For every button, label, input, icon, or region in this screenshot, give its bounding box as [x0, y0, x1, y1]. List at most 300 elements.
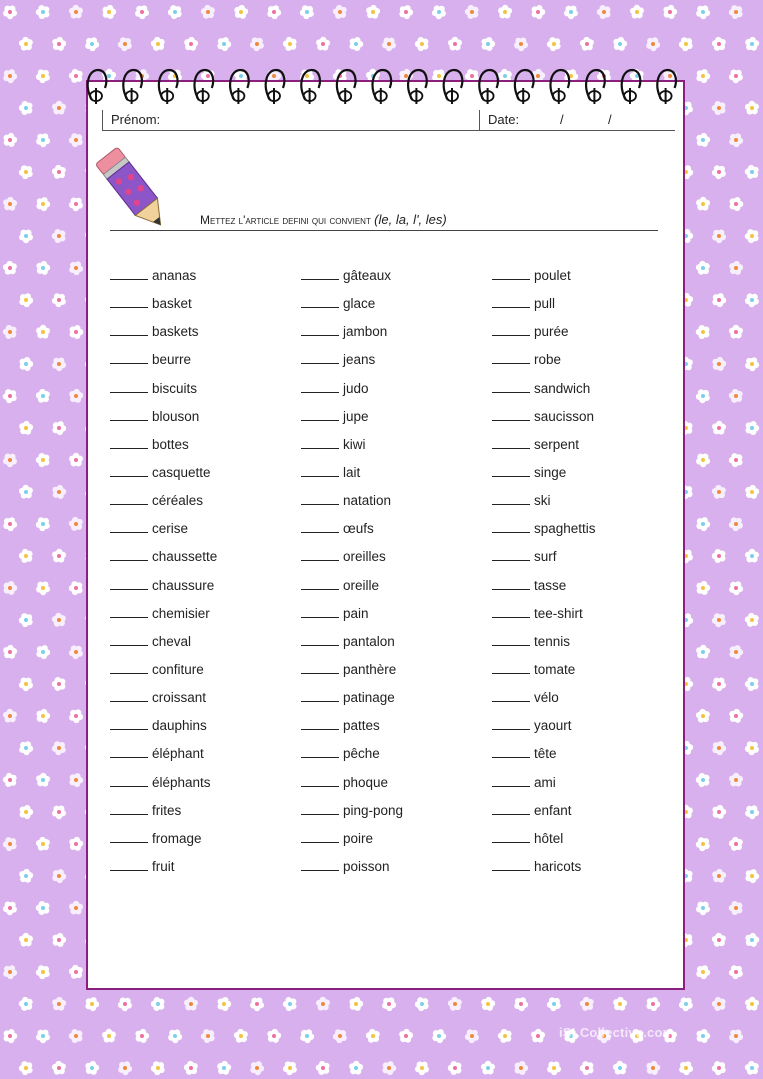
flower-icon	[646, 37, 660, 51]
answer-blank[interactable]	[492, 776, 530, 787]
flower-icon	[498, 5, 512, 19]
word-item	[301, 690, 481, 718]
answer-blank[interactable]	[110, 353, 148, 364]
flower-icon	[316, 37, 330, 51]
flower-icon	[19, 101, 33, 115]
flower-icon	[696, 69, 710, 83]
word-label: enfant	[534, 802, 572, 818]
word-label: frites	[152, 802, 182, 818]
flower-icon	[696, 773, 710, 787]
flower-icon	[69, 1029, 83, 1043]
answer-blank[interactable]	[301, 747, 339, 758]
word-label: natation	[343, 493, 392, 509]
flower-icon	[36, 709, 50, 723]
flower-icon	[69, 581, 83, 595]
word-column-2	[301, 268, 481, 887]
flower-icon	[36, 517, 50, 531]
word-item	[110, 831, 290, 859]
flower-icon	[547, 997, 561, 1011]
answer-blank[interactable]	[301, 410, 339, 421]
flower-icon	[415, 1061, 429, 1075]
answer-blank[interactable]	[110, 776, 148, 787]
flower-icon	[36, 1030, 50, 1044]
answer-blank[interactable]	[301, 663, 339, 674]
flower-icon	[745, 1061, 759, 1075]
word-label: cheval	[152, 633, 192, 649]
word-label: pantalon	[343, 633, 395, 649]
flower-icon	[712, 485, 726, 499]
answer-blank[interactable]	[301, 466, 339, 477]
flower-icon	[52, 869, 66, 883]
flower-icon	[712, 101, 726, 115]
flower-icon	[19, 230, 33, 244]
answer-blank[interactable]	[492, 579, 530, 590]
flower-icon	[515, 1061, 529, 1075]
flower-icon	[135, 1029, 149, 1043]
word-label: ski	[534, 493, 551, 509]
flower-icon	[52, 997, 66, 1011]
flower-icon	[3, 6, 17, 20]
word-item	[301, 381, 481, 409]
word-label: ami	[534, 774, 556, 790]
flower-icon	[3, 69, 17, 83]
answer-blank[interactable]	[301, 719, 339, 730]
flower-icon	[366, 5, 380, 19]
flower-icon	[712, 229, 726, 243]
flower-icon	[663, 5, 677, 19]
answer-blank[interactable]	[301, 860, 339, 871]
word-label: glace	[343, 296, 376, 312]
instruction-articles: (le, la, l', les)	[374, 212, 447, 227]
answer-blank[interactable]	[492, 522, 530, 533]
word-item	[301, 859, 481, 887]
word-item	[110, 409, 290, 437]
answer-blank[interactable]	[301, 550, 339, 561]
word-label: hôtel	[534, 830, 564, 846]
answer-blank[interactable]	[301, 382, 339, 393]
word-label: croissant	[152, 690, 207, 706]
word-label: jupe	[343, 408, 369, 424]
flower-icon	[168, 5, 182, 19]
word-item	[301, 775, 481, 803]
flower-icon	[36, 197, 50, 211]
flower-icon	[69, 773, 83, 787]
flower-icon	[52, 357, 66, 371]
flower-icon	[481, 997, 495, 1011]
flower-icon	[399, 5, 413, 19]
flower-icon	[745, 933, 759, 947]
flower-icon	[729, 773, 743, 787]
flower-icon	[679, 37, 693, 51]
answer-blank[interactable]	[492, 438, 530, 449]
word-item	[492, 437, 672, 465]
word-item	[492, 746, 672, 774]
flower-icon	[481, 1061, 495, 1075]
answer-blank[interactable]	[492, 353, 530, 364]
flower-icon	[36, 133, 50, 147]
word-item	[492, 803, 672, 831]
word-item	[492, 831, 672, 859]
word-label: jeans	[343, 352, 376, 368]
flower-icon	[745, 357, 759, 371]
answer-blank[interactable]	[301, 325, 339, 336]
answer-blank[interactable]	[110, 607, 148, 618]
flower-icon	[52, 293, 66, 307]
word-item	[110, 746, 290, 774]
word-label: serpent	[534, 436, 580, 452]
flower-icon	[3, 197, 17, 211]
word-label: dauphins	[152, 718, 207, 734]
flower-icon	[432, 5, 446, 19]
answer-blank[interactable]	[301, 776, 339, 787]
word-label: singe	[534, 464, 567, 480]
flower-icon	[597, 5, 611, 19]
flower-icon	[3, 901, 17, 915]
flower-icon	[696, 581, 710, 595]
answer-blank[interactable]	[301, 438, 339, 449]
word-item	[492, 662, 672, 690]
answer-blank[interactable]	[492, 607, 530, 618]
flower-icon	[218, 997, 232, 1011]
flower-icon	[745, 997, 759, 1011]
flower-icon	[712, 37, 726, 51]
answer-blank[interactable]	[301, 635, 339, 646]
flower-icon	[481, 37, 495, 51]
word-item	[492, 493, 672, 521]
word-label: spaghettis	[534, 521, 596, 537]
flower-icon	[613, 997, 627, 1011]
answer-blank[interactable]	[492, 832, 530, 843]
flower-icon	[712, 933, 726, 947]
flower-icon	[729, 581, 743, 595]
word-item	[301, 465, 481, 493]
answer-blank[interactable]	[492, 382, 530, 393]
flower-icon	[69, 197, 83, 211]
word-label: œufs	[343, 521, 374, 537]
flower-icon	[20, 805, 34, 819]
answer-blank[interactable]	[110, 382, 148, 393]
flower-icon	[283, 997, 297, 1011]
flower-icon	[745, 293, 759, 307]
answer-blank[interactable]	[492, 635, 530, 646]
instruction-text	[200, 212, 447, 227]
flower-icon	[118, 37, 132, 51]
word-item	[110, 662, 290, 690]
answer-blank[interactable]	[301, 297, 339, 308]
answer-blank[interactable]	[110, 860, 148, 871]
word-item	[301, 493, 481, 521]
answer-blank[interactable]	[492, 747, 530, 758]
flower-icon	[69, 645, 83, 659]
word-label: poire	[343, 830, 374, 846]
word-label: surf	[534, 549, 557, 565]
flower-icon	[3, 773, 17, 787]
flower-icon	[52, 485, 66, 499]
word-item	[301, 324, 481, 352]
flower-icon	[283, 1061, 297, 1075]
word-label: ananas	[152, 268, 197, 283]
flower-icon	[646, 1061, 660, 1075]
flower-icon	[118, 1061, 132, 1075]
word-item	[301, 268, 481, 296]
word-label: robe	[534, 352, 562, 368]
flower-icon	[234, 1029, 248, 1043]
answer-blank[interactable]	[110, 297, 148, 308]
word-label: yaourt	[534, 718, 572, 734]
flower-icon	[696, 5, 710, 19]
answer-blank[interactable]	[492, 297, 530, 308]
word-label: judo	[343, 380, 369, 396]
flower-icon	[102, 5, 116, 19]
flower-icon	[52, 101, 66, 115]
flower-icon	[19, 677, 33, 691]
flower-icon	[69, 453, 83, 467]
flower-icon	[745, 741, 759, 755]
flower-icon	[745, 805, 759, 819]
flower-icon	[36, 837, 50, 851]
flower-icon	[19, 293, 33, 307]
flower-icon	[102, 1029, 116, 1043]
answer-blank[interactable]	[492, 663, 530, 674]
answer-blank[interactable]	[301, 691, 339, 702]
flower-icon	[69, 837, 83, 851]
answer-blank[interactable]	[492, 410, 530, 421]
word-label: jambon	[343, 324, 388, 340]
flower-icon	[729, 517, 743, 531]
flower-icon	[729, 325, 743, 339]
flower-icon	[729, 261, 743, 275]
answer-blank[interactable]	[110, 832, 148, 843]
word-label: sandwich	[534, 380, 591, 396]
flower-icon	[69, 133, 83, 147]
answer-blank[interactable]	[492, 719, 530, 730]
word-item	[492, 634, 672, 662]
flower-icon	[465, 5, 479, 19]
flower-icon	[366, 1029, 380, 1043]
flower-icon	[349, 997, 363, 1011]
date-label: Date:	[488, 112, 520, 127]
answer-blank[interactable]	[301, 832, 339, 843]
flower-icon	[19, 165, 33, 179]
flower-icon	[52, 165, 66, 179]
word-label: tête	[534, 746, 557, 762]
answer-blank[interactable]	[110, 410, 148, 421]
flower-icon	[184, 997, 198, 1011]
flower-icon	[580, 997, 594, 1011]
flower-icon	[19, 997, 33, 1011]
flower-icon	[745, 613, 759, 627]
answer-blank[interactable]	[492, 466, 530, 477]
flower-icon	[415, 997, 429, 1011]
answer-blank[interactable]	[492, 860, 530, 871]
flower-icon	[52, 677, 66, 691]
word-label: poisson	[343, 858, 390, 874]
flower-icon	[3, 709, 17, 723]
flower-icon	[679, 1061, 693, 1075]
flower-icon	[151, 1061, 165, 1075]
word-label: ping-pong	[343, 802, 404, 818]
flower-icon	[382, 1061, 396, 1075]
word-item	[492, 324, 672, 352]
flower-icon	[151, 997, 165, 1011]
word-item	[110, 606, 290, 634]
flower-icon	[696, 325, 710, 339]
answer-blank[interactable]	[110, 522, 148, 533]
answer-blank[interactable]	[301, 579, 339, 590]
answer-blank[interactable]	[110, 663, 148, 674]
word-label: céréales	[152, 493, 204, 509]
answer-blank[interactable]	[492, 325, 530, 336]
flower-icon	[679, 997, 693, 1011]
flower-icon	[4, 581, 18, 595]
word-item	[301, 746, 481, 774]
answer-blank[interactable]	[301, 522, 339, 533]
flower-icon	[547, 37, 561, 51]
flower-icon	[696, 453, 710, 467]
answer-blank[interactable]	[110, 747, 148, 758]
word-label: fromage	[152, 830, 202, 846]
word-label: kiwi	[343, 436, 366, 452]
word-label: cerise	[152, 521, 189, 537]
answer-blank[interactable]	[110, 269, 148, 280]
flower-icon	[36, 5, 50, 19]
flower-icon	[712, 741, 726, 755]
flower-icon	[712, 613, 726, 627]
word-item	[301, 634, 481, 662]
flower-icon	[69, 5, 83, 19]
answer-blank[interactable]	[492, 494, 530, 505]
answer-blank[interactable]	[301, 353, 339, 364]
word-item	[110, 437, 290, 465]
word-label: biscuits	[152, 380, 198, 396]
answer-blank[interactable]	[110, 719, 148, 730]
flower-icon	[52, 1061, 66, 1075]
flower-icon	[729, 709, 743, 723]
flower-icon	[52, 421, 66, 435]
flower-icon	[448, 1061, 462, 1075]
flower-icon	[85, 37, 99, 51]
flower-icon	[712, 293, 726, 307]
flower-icon	[514, 997, 528, 1011]
flower-icon	[399, 1029, 413, 1043]
answer-blank[interactable]	[110, 325, 148, 336]
flower-icon	[19, 549, 33, 563]
answer-blank[interactable]	[492, 691, 530, 702]
word-item	[110, 521, 290, 549]
flower-icon	[19, 613, 33, 627]
flower-icon	[85, 1061, 99, 1075]
flower-icon	[696, 133, 710, 147]
flower-icon	[234, 5, 248, 19]
flower-icon	[382, 38, 396, 52]
flower-icon	[3, 454, 17, 468]
flower-icon	[745, 165, 759, 179]
answer-blank[interactable]	[301, 494, 339, 505]
word-item	[492, 718, 672, 746]
answer-blank[interactable]	[110, 579, 148, 590]
answer-blank[interactable]	[110, 494, 148, 505]
flower-icon	[382, 997, 396, 1011]
word-item	[110, 690, 290, 718]
flower-icon	[69, 709, 83, 723]
answer-blank[interactable]	[301, 269, 339, 280]
word-item	[492, 578, 672, 606]
flower-icon	[19, 1061, 33, 1075]
flower-icon	[250, 998, 264, 1012]
word-item	[110, 352, 290, 380]
flower-icon	[118, 997, 132, 1011]
answer-blank[interactable]	[301, 607, 339, 618]
answer-blank[interactable]	[110, 804, 148, 815]
flower-icon	[36, 773, 50, 787]
flower-icon	[300, 1029, 314, 1043]
answer-blank[interactable]	[110, 550, 148, 561]
word-item	[110, 549, 290, 577]
flower-icon	[52, 933, 66, 947]
flower-icon	[745, 229, 759, 243]
flower-icon	[729, 965, 743, 979]
flower-icon	[712, 678, 726, 692]
flower-icon	[432, 1029, 446, 1043]
word-item	[110, 324, 290, 352]
flower-icon	[745, 677, 759, 691]
word-label: patinage	[343, 690, 395, 706]
flower-icon	[3, 389, 17, 403]
flower-icon	[3, 261, 17, 275]
flower-icon	[69, 901, 83, 915]
flower-icon	[36, 389, 50, 403]
flower-icon	[745, 37, 759, 51]
flower-icon	[696, 389, 710, 403]
flower-icon	[646, 997, 660, 1011]
flower-icon	[36, 69, 50, 83]
watermark: iSLCollective.com	[559, 1025, 675, 1040]
answer-blank[interactable]	[301, 804, 339, 815]
word-label: éléphants	[152, 774, 211, 790]
flower-icon	[52, 806, 66, 820]
word-label: chemisier	[152, 605, 210, 621]
flower-icon	[712, 357, 726, 371]
flower-icon	[70, 325, 84, 339]
flower-icon	[349, 1061, 363, 1075]
word-item	[301, 296, 481, 324]
answer-blank[interactable]	[110, 466, 148, 477]
answer-blank[interactable]	[110, 691, 148, 702]
flower-icon	[184, 1061, 198, 1075]
answer-blank[interactable]	[110, 438, 148, 449]
instruction-underline	[110, 230, 658, 231]
flower-icon	[217, 37, 231, 51]
word-item	[492, 268, 672, 296]
flower-icon	[52, 229, 66, 243]
answer-blank[interactable]	[492, 804, 530, 815]
word-label: bottes	[152, 436, 189, 452]
flower-icon	[69, 965, 83, 979]
answer-blank[interactable]	[492, 269, 530, 280]
word-item	[492, 296, 672, 324]
flower-icon	[4, 1029, 18, 1043]
flower-icon	[168, 1029, 182, 1043]
flower-icon	[349, 37, 363, 51]
flower-icon	[729, 133, 743, 147]
flower-icon	[36, 261, 50, 275]
flower-icon	[696, 902, 710, 916]
word-item	[301, 409, 481, 437]
word-item	[492, 409, 672, 437]
answer-blank[interactable]	[110, 635, 148, 646]
word-label: haricots	[534, 858, 582, 874]
answer-blank[interactable]	[492, 550, 530, 561]
